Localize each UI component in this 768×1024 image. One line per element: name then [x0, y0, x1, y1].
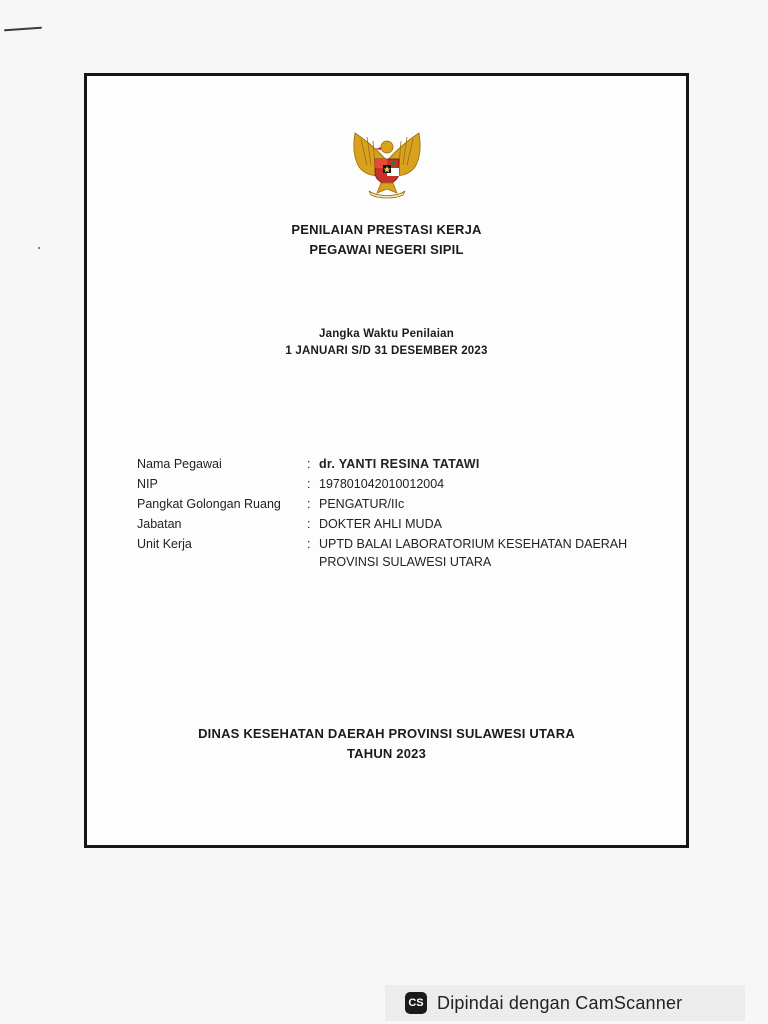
field-label: Nama Pegawai: [137, 457, 222, 471]
field-value-unit-kerja: UPTD BALAI LABORATORIUM KESEHATAN DAERAH: [319, 537, 628, 551]
field-row-unit-kerja: [137, 534, 679, 554]
field-row-jabatan: [137, 514, 679, 534]
field-value-jabatan: DOKTER AHLI MUDA: [319, 517, 442, 531]
period-label: Jangka Waktu Penilaian: [319, 328, 454, 340]
document-title: PENILAIAN PRESTASI KERJA: [291, 222, 482, 237]
field-value-name: dr. YANTI RESINA TATAWI: [319, 457, 480, 471]
field-colon: :: [307, 477, 311, 491]
scan-dot: [38, 247, 40, 249]
field-row-unit-kerja-continued: [137, 552, 679, 572]
field-label: NIP: [137, 477, 158, 491]
camscanner-text: Dipindai dengan CamScanner: [437, 992, 683, 1013]
field-label: Jabatan: [137, 517, 182, 531]
field-value-unit-kerja-line2: PROVINSI SULAWESI UTARA: [319, 555, 492, 569]
field-row-nama: [137, 454, 679, 474]
field-label: Unit Kerja: [137, 537, 192, 551]
field-colon: :: [307, 537, 311, 551]
camscanner-logo-icon: CS: [405, 992, 427, 1014]
garuda-emblem-icon: [337, 131, 437, 201]
field-value-nip: 197801042010012004: [319, 477, 445, 491]
scan-mark: [4, 27, 42, 32]
employee-info: [137, 454, 679, 572]
field-row-nip: [137, 474, 679, 494]
document-frame: [84, 73, 689, 848]
field-colon: :: [307, 517, 311, 531]
field-row-pangkat: [137, 494, 679, 514]
period-value: 1 JANUARI S/D 31 DESEMBER 2023: [285, 345, 488, 357]
camscanner-badge: [385, 985, 745, 1021]
footer-institution: DINAS KESEHATAN DAERAH PROVINSI SULAWESI UTARA: [198, 726, 575, 741]
field-value-pangkat: PENGATUR/IIc: [319, 497, 405, 511]
field-colon: :: [307, 457, 311, 471]
document-subtitle: PEGAWAI NEGERI SIPIL: [309, 242, 464, 257]
field-label: Pangkat Golongan Ruang: [137, 497, 281, 511]
footer-year: TAHUN 2023: [346, 746, 427, 761]
field-colon: :: [307, 497, 311, 511]
